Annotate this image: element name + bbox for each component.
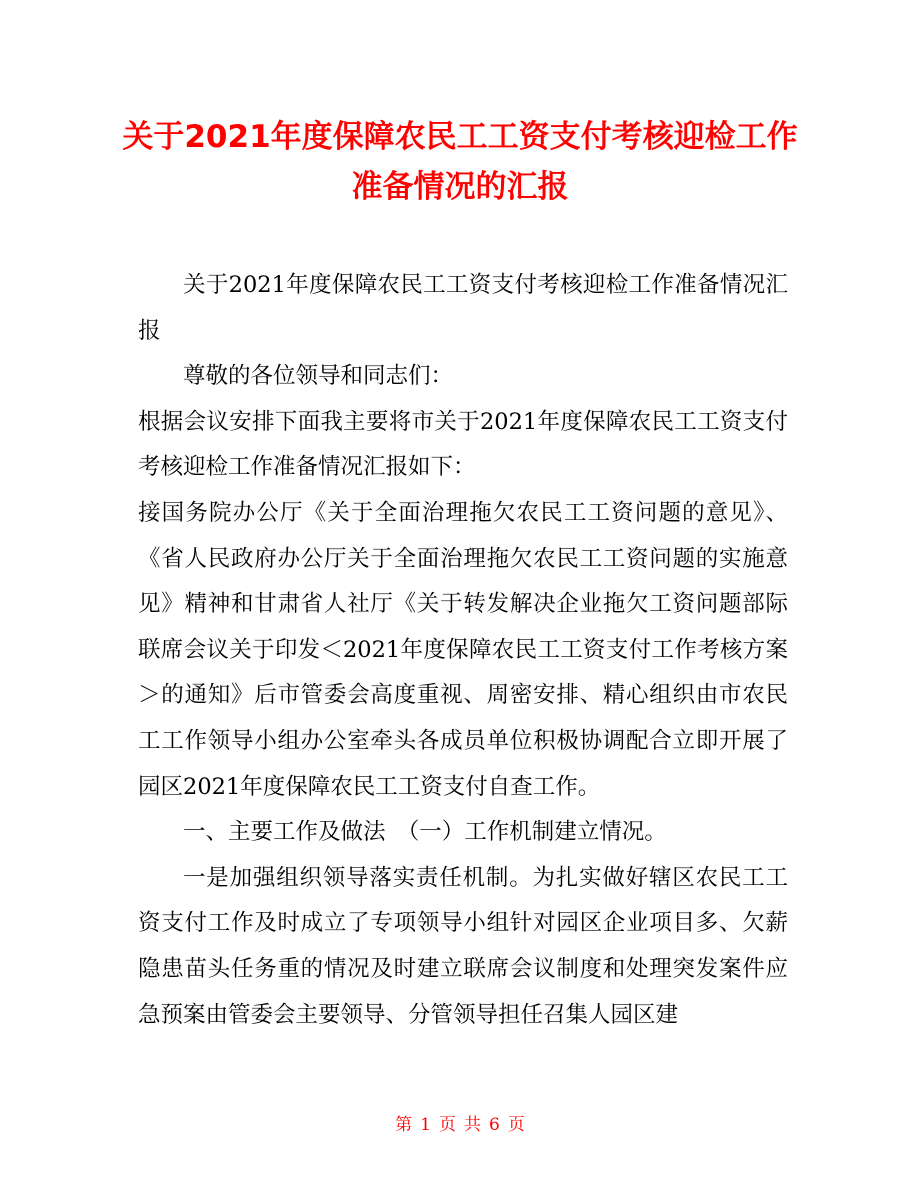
page-footer bbox=[0, 1113, 920, 1137]
document-title: 关于2021年度保障农民工工资支付考核迎检工作准备情况的汇报 bbox=[122, 119, 798, 205]
footer-suffix: 页 bbox=[507, 1115, 525, 1135]
paragraph-salutation: 尊敬的各位领导和同志们： bbox=[183, 363, 454, 390]
footer-prefix: 第 bbox=[395, 1115, 413, 1135]
document-body bbox=[138, 263, 788, 1038]
footer-total-word: 共 bbox=[464, 1115, 481, 1135]
footer-total-pages: 6 bbox=[489, 1115, 500, 1135]
paragraph-intro: 根据会议安排下面我主要将市关于2021年度保障农民工工资支付考核迎检工作准备情况汇报如下： bbox=[138, 408, 788, 481]
footer-current-page: 1 bbox=[420, 1115, 431, 1135]
paragraph-background: 接国务院办公厅《关于全面治理拖欠农民工工资问题的意见》、《省人民政府办公厅关于全面治理拖欠农民工工资问题的实施意见》精神和甘肃省人社厅《关于转发解决企业拖欠工资问题部际联席会议关于印发＜2021年度保障农民工工资支付工作考核方案＞的通知》后市管委会高度重视、周密安排、精心组织由市农民工工作领导小组办公室牵头各成员单位积极协调配合立即开展了园区2021年度保障农民工工资支付自查工作。 bbox=[138, 499, 788, 800]
paragraph-work-detail: 一是加强组织领导落实责任机制。为扎实做好辖区农民工工资支付工作及时成立了专项领导小组针对园区企业项目多、欠薪隐患苗头任务重的情况及时建立联席会议制度和处理突发案件应急预案由管委会主要领导、分管领导担任召集人园区建 bbox=[138, 864, 788, 1028]
paragraph-heading-repeat: 关于2021年度保障农民工工资支付考核迎检工作准备情况汇报 bbox=[138, 272, 788, 344]
footer-page-word: 页 bbox=[439, 1115, 456, 1135]
paragraph-section-heading: 一、主要工作及做法 （一）工作机制建立情况。 bbox=[183, 819, 667, 846]
